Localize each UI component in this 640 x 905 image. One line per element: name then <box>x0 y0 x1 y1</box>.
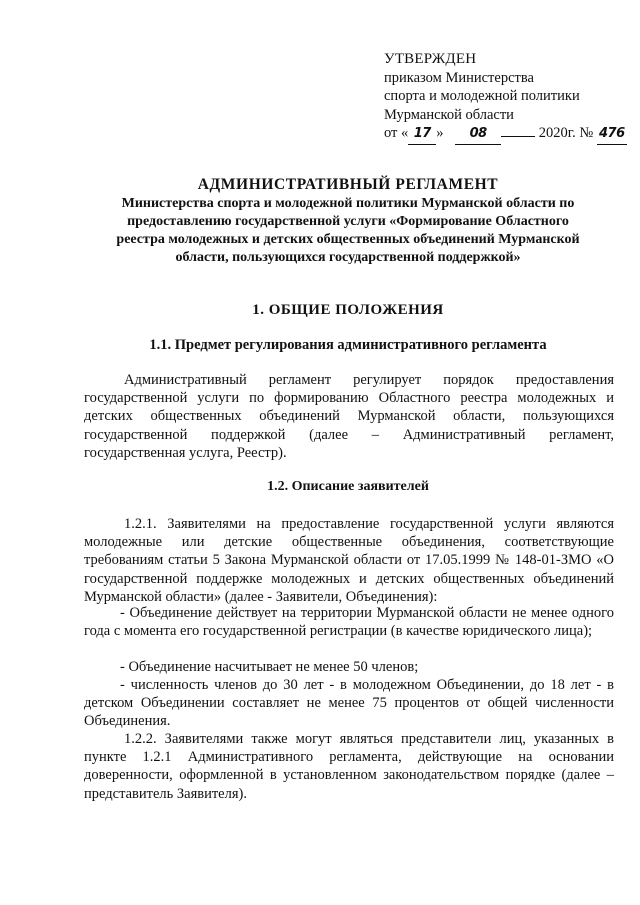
requirement-item: - численность членов до 30 лет - в молодежном Объединении, до 18 лет - в детском Объединении составляет не менее 75 процентов от общей численности Объединения. <box>84 677 614 730</box>
subtitle-line: Министерства спорта и молодежной политики Мурманской области по <box>121 196 575 211</box>
paragraph-1-2-1: 1.2.1. Заявителями на предоставление государственной услуги являются молодежные или детские общественные объединения, соответствующие требованиям статьи 5 Закона Мурманской области от 17.05.1999 № 148-01-ЗМО «О государственной поддержке молодежных и детских общественных объединений Мурманской области» (далее - Заявители, Объединения): <box>84 516 614 605</box>
subtitle-line: предоставлению государственной услуги «Формирование Областного <box>127 214 569 229</box>
date-month-handwritten: 08 <box>455 125 501 145</box>
approval-line: приказом Министерства <box>384 69 534 86</box>
date-prefix: от « <box>384 125 409 141</box>
subtitle-line: области, пользующихся государственной поддержкой» <box>175 250 521 265</box>
subtitle-line: реестра молодежных и детских общественных объединений Мурманской <box>116 232 580 247</box>
paragraph-1-2-2: 1.2.2. Заявителями также могут являться представители лиц, указанных в пункте 1.2.1 Административного регламента, действующие на основании доверенности, оформленной в установленном законодательством порядке (далее – представитель Заявителя). <box>84 731 614 802</box>
intro-paragraph: Административный регламент регулирует порядок предоставления государственной услуги по формированию Областного реестра молодежных и детских общественных объединений Мурманской области, пользующихся государственной поддержкой (далее – Административный регламент, государственная услуга, Реестр). <box>84 372 614 461</box>
date-year: 2020г. <box>538 125 576 141</box>
approval-stamp <box>384 50 634 145</box>
section-heading: 1. ОБЩИЕ ПОЛОЖЕНИЯ <box>252 302 444 318</box>
approval-heading: УТВЕРЖДЕН <box>384 51 477 67</box>
date-blank-line <box>501 136 535 137</box>
subsection-heading-1-1: 1.1. Предмет регулирования административного регламента <box>149 337 547 353</box>
requirement-item: - Объединение насчитывает не менее 50 членов; <box>120 659 419 675</box>
requirement-item: - Объединение действует на территории Мурманской области не менее одного года с момента его государственной регистрации (в качестве юридического лица); <box>84 605 614 640</box>
date-day-handwritten: 17 <box>408 125 436 145</box>
approval-date-line <box>384 124 634 145</box>
subsection-heading-1-2: 1.2. Описание заявителей <box>267 479 429 494</box>
number-prefix: № <box>579 125 594 141</box>
document-title: АДМИНИСТРАТИВНЫЙ РЕГЛАМЕНТ <box>197 176 499 193</box>
approval-line: Мурманской области <box>384 106 514 123</box>
document-subtitle <box>60 195 636 267</box>
date-mid: » <box>436 125 444 141</box>
order-number-handwritten: 476 <box>597 125 627 145</box>
approval-line: спорта и молодежной политики <box>384 88 580 104</box>
